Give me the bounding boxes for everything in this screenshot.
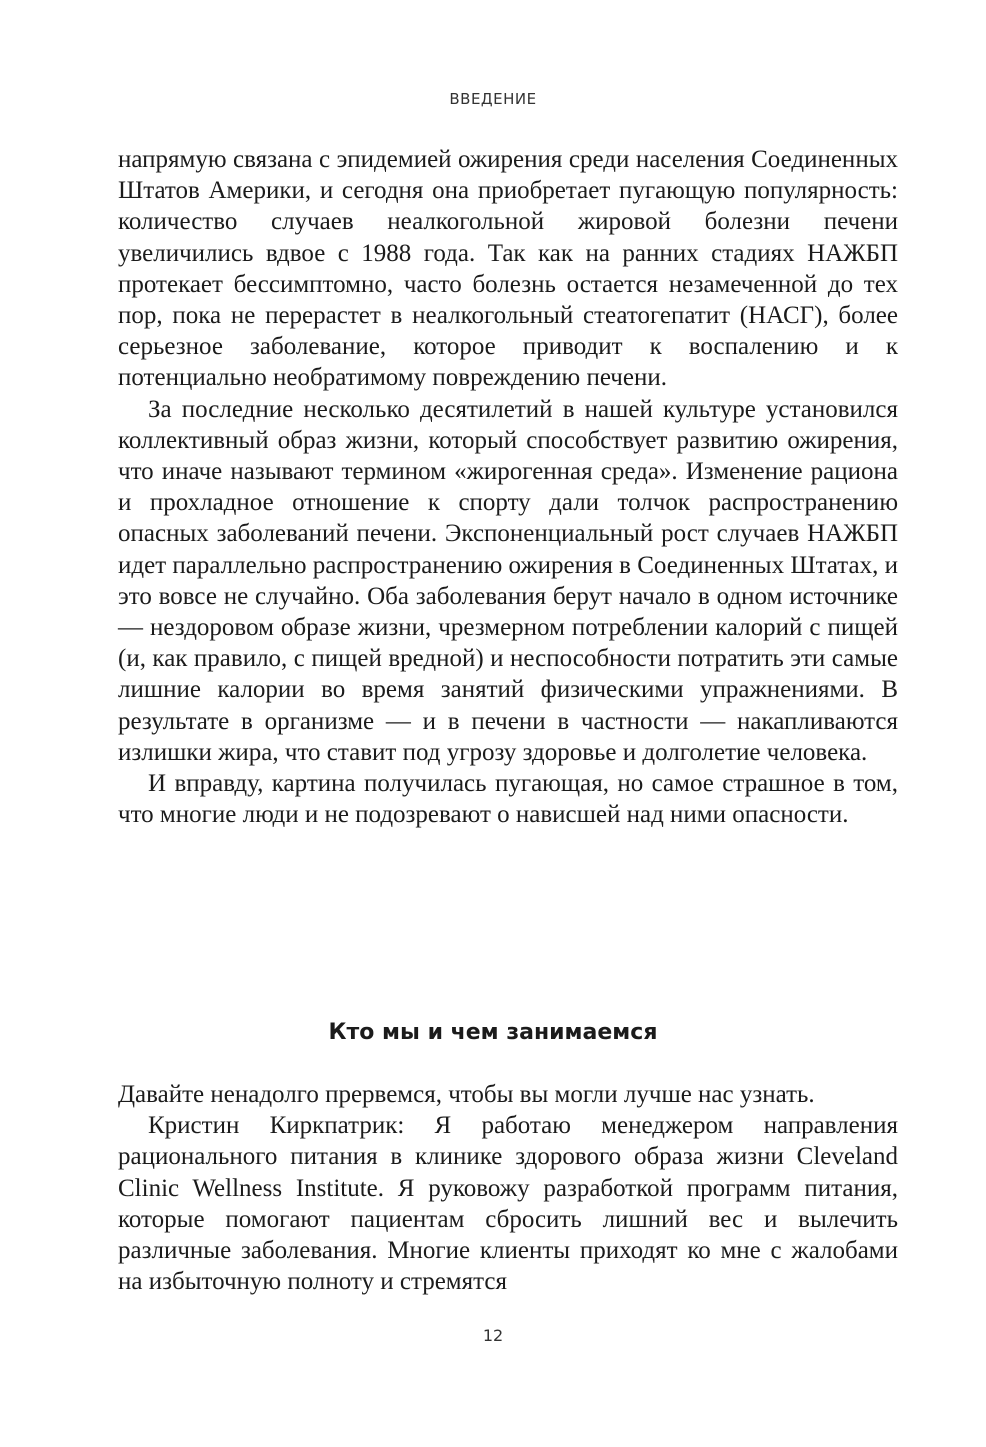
page-number: 12 (482, 1326, 504, 1345)
paragraph: За последние несколько десятилетий в нашей культуре установился коллективный образ жизни, который способствует развитию ожирения, что иначе называют термином «жирогенная среда». Изменение рациона и прохладное отношение к спорту дали толчок распространению опасных заболеваний печени. Экспоненциальный рост случаев НАЖБП идет параллельно распространению ожирения в Соединенных Штатах, и это вовсе не случайно. Оба заболевания берут начало в одном источнике — нездоровом образе жизни, чрезмерном потреблении калорий с пищей (и, как правило, с пищей вредной) и неспособности потратить эти самые лишние калории во время занятий физическими упражнениями. В результате в организме — и в печени в частности — накапливаются излишки жира, что ставит под угрозу здоровье и долголетие человека. (118, 395, 898, 766)
paragraph-continuation: напрямую связана с эпидемией ожирения среди населения Соединенных Штатов Америки, и сегодня она приобретает пугающую популярность: количество случаев неалкогольной жировой болезни печени увеличились вдвое с 1988 года. Так как на ранних стадиях НАЖБП протекает бессимптомно, часто болезнь остается незамеченной до тех пор, пока не перерастет в неалкогольный стеатогепатит (НАСГ), более серьезное заболевание, которое приводит к воспалению и к потенциально необратимому повреждению печени. (118, 146, 898, 392)
body-text-bottom (118, 1079, 898, 1297)
paragraph: И вправду, картина получилась пугающая, но самое страшное в том, что многие люди и не подозревают о нависшей над ними опасности. (118, 770, 898, 829)
section-heading: Кто мы и чем занимаемся (328, 1020, 658, 1045)
paragraph: Кристин Киркпатрик: Я работаю менеджером направления рационального питания в клинике здорового образа жизни Cleveland Clinic Wellness Institute. Я руковожу разработкой программ питания, которые помогают пациентам сбросить лишний вес и вылечить различные заболевания. Многие клиенты приходят ко мне с жалобами на избыточную полноту и стремятся (118, 1112, 898, 1296)
running-head: ВВЕДЕНИЕ (449, 90, 537, 108)
body-text-top (118, 144, 898, 830)
paragraph-lead: Давайте ненадолго прервемся, чтобы вы могли лучше нас узнать. (118, 1081, 815, 1108)
